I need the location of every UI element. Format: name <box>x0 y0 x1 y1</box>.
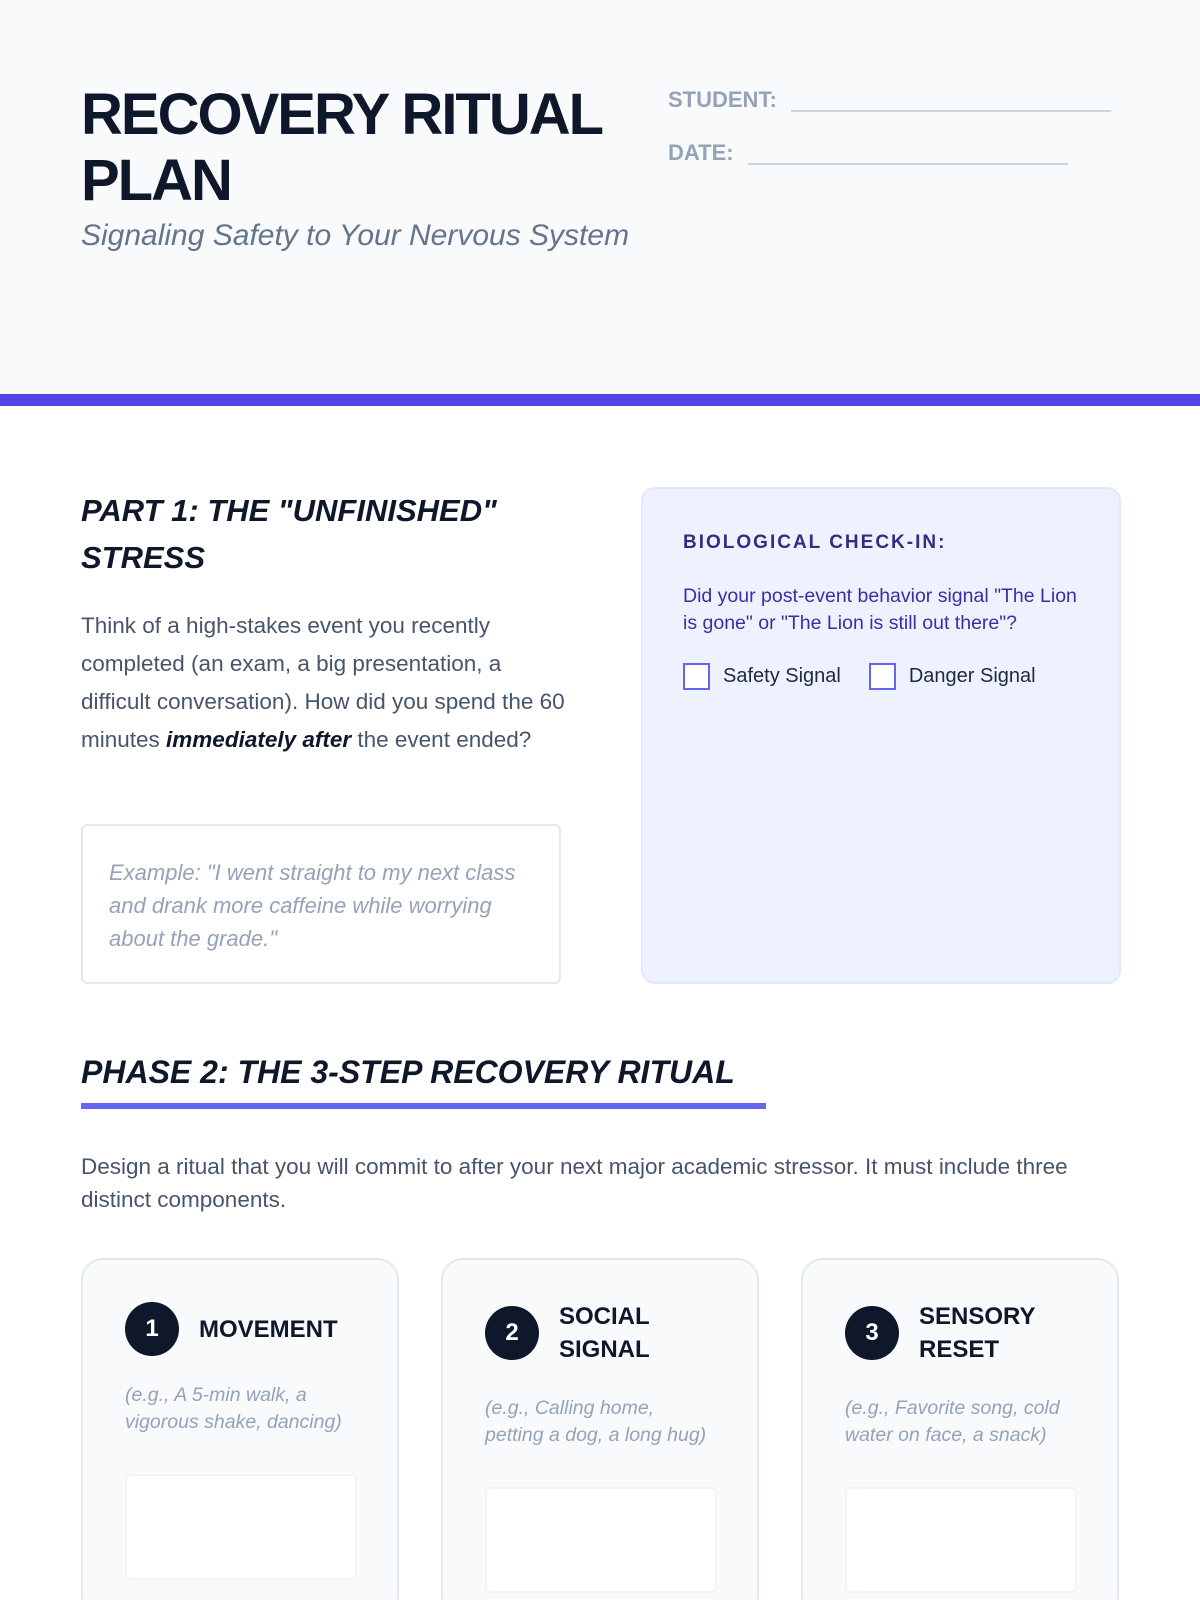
date-field <box>668 139 1068 167</box>
date-input-line[interactable] <box>748 163 1068 165</box>
step-head <box>125 1302 359 1356</box>
part1-emphasis: immediately after <box>166 727 352 752</box>
phase2-title: PHASE 2: THE 3-STEP RECOVERY RITUAL <box>81 1054 735 1090</box>
step-head <box>485 1300 719 1366</box>
checkin-title: BIOLOGICAL CHECK-IN: <box>683 532 947 553</box>
danger-signal-checkbox[interactable] <box>869 663 896 690</box>
part1-answer-box[interactable] <box>81 824 561 984</box>
page-subtitle: Signaling Safety to Your Nervous System <box>81 219 630 252</box>
step-number-badge: 2 <box>485 1306 539 1360</box>
phase2-description: Design a ritual that you will commit to after your next major academic stressor. It must include three distinct components. <box>81 1154 1068 1212</box>
student-input-line[interactable] <box>791 110 1111 112</box>
header-accent-bar <box>0 394 1200 406</box>
step-card-sensory-reset <box>801 1258 1119 1600</box>
student-label: STUDENT: <box>668 87 777 112</box>
safety-signal-label: Safety Signal <box>723 665 841 687</box>
step-name: SENSORY RESET <box>919 1303 1036 1363</box>
part1-text-after: the event ended? <box>351 727 532 752</box>
part1-prompt <box>81 607 571 759</box>
step-number-badge: 1 <box>125 1302 179 1356</box>
part1-example-text: Example: "I went straight to my next class and drank more caffeine while worrying about the grade." <box>109 860 516 951</box>
step-head <box>845 1300 1079 1366</box>
step-hint: (e.g., A 5-min walk, a vigorous shake, dancing) <box>125 1384 342 1433</box>
danger-signal-option[interactable] <box>869 663 1036 690</box>
step-name: MOVEMENT <box>199 1315 338 1343</box>
part1-title: PART 1: THE "UNFINISHED" STRESS <box>81 493 497 575</box>
part1-text-before: Think of a high-stakes event you recently completed (an exam, a big presentation, a difficult conversation). How did you spend the 60 minutes <box>81 613 565 752</box>
date-label: DATE: <box>668 140 734 165</box>
step-number-badge: 3 <box>845 1306 899 1360</box>
safety-signal-option[interactable] <box>683 663 841 690</box>
step-answer-input[interactable] <box>845 1487 1077 1593</box>
biological-checkin-panel <box>641 487 1121 984</box>
danger-signal-label: Danger Signal <box>908 665 1036 687</box>
checkin-question: Did your post-event behavior signal "The Lion is gone" or "The Lion is still out there"? <box>683 585 1077 634</box>
step-answer-input[interactable] <box>485 1487 717 1593</box>
step-answer-input[interactable] <box>125 1474 357 1580</box>
phase2-underline <box>81 1103 766 1109</box>
step-card-movement <box>81 1258 399 1600</box>
step-hint: (e.g., Favorite song, cold water on face, a snack) <box>845 1397 1060 1446</box>
step-card-social-signal <box>441 1258 759 1600</box>
page-title: RECOVERY RITUAL PLAN <box>81 82 602 213</box>
step-hint: (e.g., Calling home, petting a dog, a long hug) <box>485 1397 707 1446</box>
checkin-options <box>683 663 1079 690</box>
step-name: SOCIAL SIGNAL <box>559 1303 650 1363</box>
safety-signal-checkbox[interactable] <box>683 663 710 690</box>
student-field <box>668 86 1111 114</box>
header <box>0 0 1200 394</box>
